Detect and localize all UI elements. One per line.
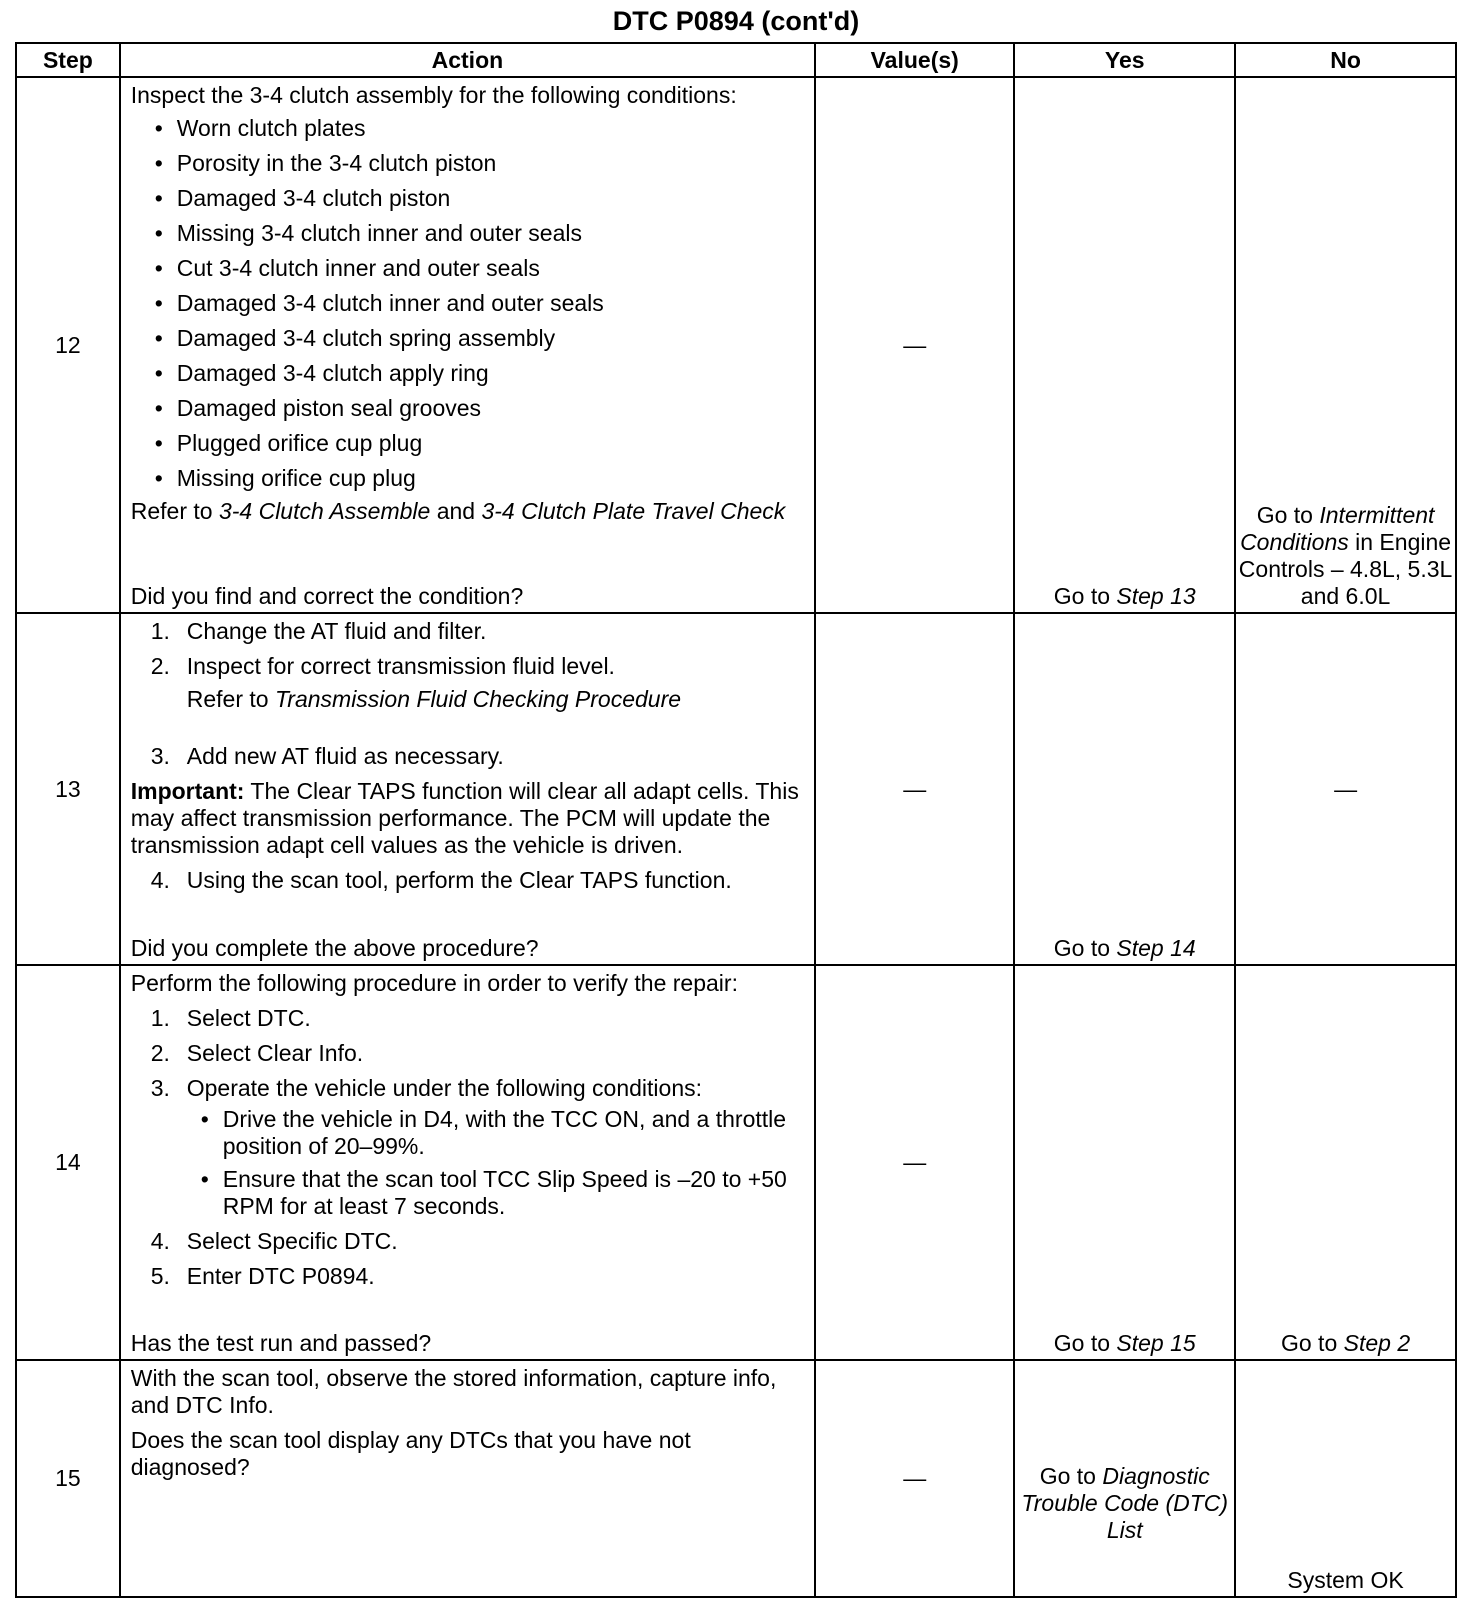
link-fluid-checking[interactable]: Transmission Fluid Checking Procedure xyxy=(274,686,682,712)
list-item: 4. Using the scan tool, perform the Clear TAPS function. xyxy=(150,867,732,893)
link-clutch-plate-travel[interactable]: 3-4 Clutch Plate Travel Check xyxy=(481,498,786,524)
action-intro: Perform the following procedure in order to verify the repair: xyxy=(130,970,738,996)
yes-cell: Go to Step 14 xyxy=(1014,613,1235,965)
refer-text: Refer to 3-4 Clutch Assemble and 3-4 Clutch Plate Travel Check xyxy=(130,498,786,524)
link-dtc-list[interactable]: Diagnostic Trouble Code (DTC) List xyxy=(1021,1463,1229,1543)
table-row xyxy=(16,77,1456,613)
step-question: Did you complete the above procedure? xyxy=(130,935,539,961)
action-intro: Inspect the 3-4 clutch assembly for the following conditions: xyxy=(130,82,737,108)
list-item: 2. Select Clear Info. xyxy=(150,1040,364,1066)
yes-cell: Go to Step 13 xyxy=(1014,77,1235,613)
no-cell: Go to Intermittent Conditions in Engine Controls – 4.8L, 5.3L and 6.0L xyxy=(1235,77,1456,613)
action-intro: With the scan tool, observe the stored information, capture info, and DTC Info. xyxy=(130,1365,777,1418)
condition-list xyxy=(131,111,808,496)
condition-list xyxy=(187,1106,808,1220)
procedure-list xyxy=(131,1005,808,1298)
list-item: 4. Select Specific DTC. xyxy=(150,1228,398,1254)
link-step-15[interactable]: Step 15 xyxy=(1116,1330,1196,1356)
value-cell: — xyxy=(815,1360,1014,1597)
procedure-list xyxy=(131,867,808,902)
yes-cell: Go to Diagnostic Trouble Code (DTC) List xyxy=(1014,1360,1235,1597)
link-intermittent-conditions[interactable]: Intermittent Conditions xyxy=(1240,502,1435,555)
page-title: DTC P0894 (cont'd) xyxy=(612,6,860,36)
list-item: 1. Change the AT fluid and filter. xyxy=(150,618,487,644)
link-step-14[interactable]: Step 14 xyxy=(1116,935,1196,961)
header-row xyxy=(16,43,1456,77)
step-number: 12 xyxy=(16,77,120,613)
no-cell: Go to Step 2 xyxy=(1235,965,1456,1360)
list-item: • Porosity in the 3-4 clutch piston xyxy=(155,146,808,181)
list-item: 3. Operate the vehicle under the following conditions: • Drive the vehicle in D4, with the TCC ON, and a throttle position of 20–99%. • Ensure that the scan tool TCC Slip Speed is –20 to +50 RPM for at least 7 seconds. xyxy=(151,1075,808,1220)
list-item: • Missing 3-4 clutch inner and outer seals xyxy=(155,216,808,251)
important-note: Important: The Clear TAPS function will clear all adapt cells. This may affect transmission performance. The PCM will update the transmission adapt cell values as the vehicle is driven. xyxy=(130,778,799,858)
value-cell: — xyxy=(815,965,1014,1360)
list-item: 2. Inspect for correct transmission fluid level. Refer to Transmission Fluid Checking Procedure xyxy=(151,653,808,713)
list-item: • Worn clutch plates xyxy=(155,111,808,146)
table-row xyxy=(16,613,1456,965)
step-number: 15 xyxy=(16,1360,120,1597)
list-item: • Missing orifice cup plug xyxy=(155,461,808,496)
refer-text: Refer to Transmission Fluid Checking Procedure xyxy=(186,686,682,712)
no-cell: — xyxy=(1235,613,1456,965)
link-step-13[interactable]: Step 13 xyxy=(1116,583,1196,609)
table-row xyxy=(16,1360,1456,1597)
yes-cell: Go to Step 15 xyxy=(1014,965,1235,1360)
link-clutch-assemble[interactable]: 3-4 Clutch Assemble xyxy=(218,498,431,524)
action-cell xyxy=(120,77,815,613)
list-item: • Plugged orifice cup plug xyxy=(155,426,808,461)
header-action: Action xyxy=(120,43,815,77)
list-item: 1. Select DTC. xyxy=(150,1005,311,1031)
list-item: • Damaged piston seal grooves xyxy=(155,391,808,426)
list-item: • Damaged 3-4 clutch inner and outer seals xyxy=(155,286,808,321)
header-yes: Yes xyxy=(1014,43,1235,77)
header-no: No xyxy=(1235,43,1456,77)
step-question: Does the scan tool display any DTCs that you have not diagnosed? xyxy=(130,1427,691,1480)
step-question: Did you find and correct the condition? xyxy=(130,583,524,609)
header-values: Value(s) xyxy=(815,43,1014,77)
action-cell xyxy=(120,965,815,1360)
step-number: 13 xyxy=(16,613,120,965)
list-item: • Damaged 3-4 clutch spring assembly xyxy=(155,321,808,356)
step-number: 14 xyxy=(16,965,120,1360)
step-question: Has the test run and passed? xyxy=(130,1330,432,1356)
list-item: • Ensure that the scan tool TCC Slip Speed is –20 to +50 RPM for at least 7 seconds. xyxy=(201,1166,808,1220)
list-item: • Cut 3-4 clutch inner and outer seals xyxy=(155,251,808,286)
action-cell xyxy=(120,1360,815,1597)
header-step: Step xyxy=(16,43,120,77)
list-item: 5. Enter DTC P0894. xyxy=(150,1263,375,1289)
link-step-2[interactable]: Step 2 xyxy=(1343,1330,1411,1356)
procedure-list xyxy=(131,618,808,778)
table-row xyxy=(16,965,1456,1360)
value-cell: — xyxy=(815,77,1014,613)
list-item: • Damaged 3-4 clutch apply ring xyxy=(155,356,808,391)
action-cell xyxy=(120,613,815,965)
diagnostic-table xyxy=(15,42,1457,1598)
value-cell: — xyxy=(815,613,1014,965)
no-cell: System OK xyxy=(1235,1360,1456,1597)
list-item: • Damaged 3-4 clutch piston xyxy=(155,181,808,216)
list-item: • Drive the vehicle in D4, with the TCC ON, and a throttle position of 20–99%. xyxy=(201,1106,808,1160)
list-item: 3. Add new AT fluid as necessary. xyxy=(150,743,504,769)
